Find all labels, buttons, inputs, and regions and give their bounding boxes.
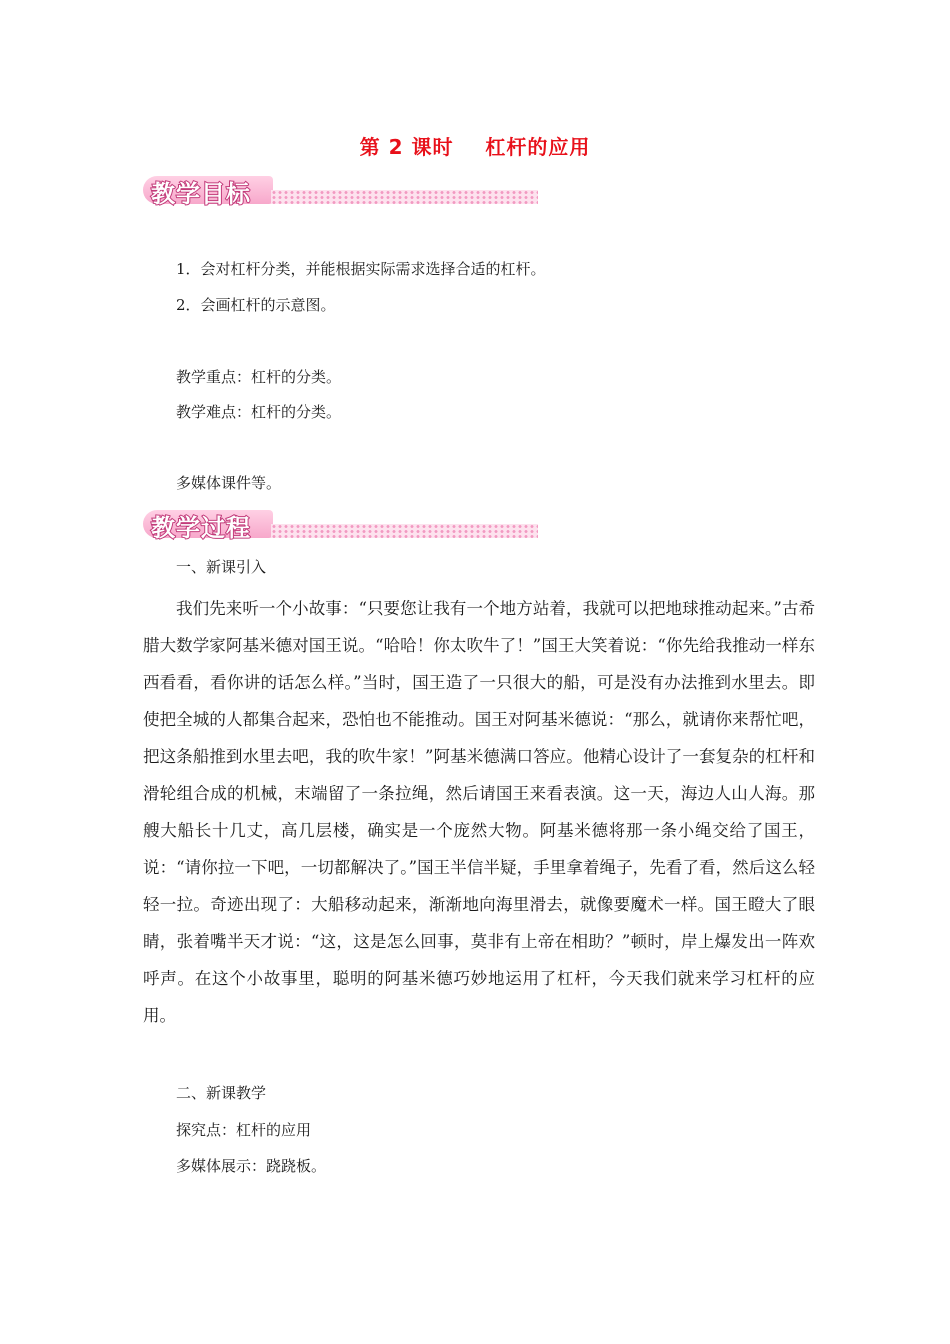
objectives-banner <box>143 172 538 206</box>
banner-dots-decoration <box>271 190 538 204</box>
preparation: 多媒体课件等。 <box>176 474 282 492</box>
story-paragraph: 我们先来听一个小故事：“只要您让我有一个地方站着，我就可以把地球推动起来。”古希腊大数学家阿基米德对国王说。“哈哈！你太吹牛了！”国王大笑着说：“你先给我推动一样东西看看，看你讲的话怎么样。”当时，国王造了一只很大的船，可是没有办法推到水里去。即使把全城的人都集合起来，恐怕也不能推动。国王对阿基米德说：“那么，就请你来帮忙吧，把这条船推到水里去吧，我的吹牛家！”阿基米德满口答应。他精心设计了一套复杂的杠杆和滑轮组合成的机械，末端留了一条拉绳，然后请国王来看表演。这一天，海边人山人海。那艘大船长十几丈，高几层楼，确实是一个庞然大物。阿基米德将那一条小绳交给了国王，说：“请你拉一下吧，一切都解决了。”国王半信半疑，手里拿着绳子，先看了看，然后这么轻轻一拉。奇迹出现了：大船移动起来，渐渐地向海里滑去，就像要魔术一样。国王瞪大了眼睛，张着嘴半天才说：“这，这是怎么回事，莫非有上帝在相助？”顿时，岸上爆发出一阵欢呼声。在这个小故事里，聪明的阿基米德巧妙地运用了杠杆，今天我们就来学习杠杆的应用。 <box>143 599 815 1025</box>
key-point: 教学重点：杠杆的分类。 <box>176 368 342 386</box>
difficult-point: 教学难点：杠杆的分类。 <box>176 403 342 421</box>
objective-2: 2．会画杠杆的示意图。 <box>176 296 336 314</box>
process-banner-pill <box>143 510 273 542</box>
inquiry-point: 探究点：杠杆的应用 <box>176 1121 312 1139</box>
objectives-heading: 教学目标 <box>151 180 251 208</box>
part1-heading: 一、新课引入 <box>176 558 267 576</box>
objective-1: 1．会对杠杆分类，并能根据实际需求选择合适的杠杆。 <box>176 260 546 278</box>
objectives-banner-pill <box>143 176 273 208</box>
process-heading: 教学过程 <box>151 514 251 542</box>
process-banner <box>143 506 538 540</box>
banner-dots-decoration <box>271 524 538 538</box>
media-show: 多媒体展示：跷跷板。 <box>176 1157 327 1175</box>
page-title: 第 2 课时 杠杆的应用 <box>359 135 591 159</box>
part2-heading: 二、新课教学 <box>176 1084 267 1102</box>
